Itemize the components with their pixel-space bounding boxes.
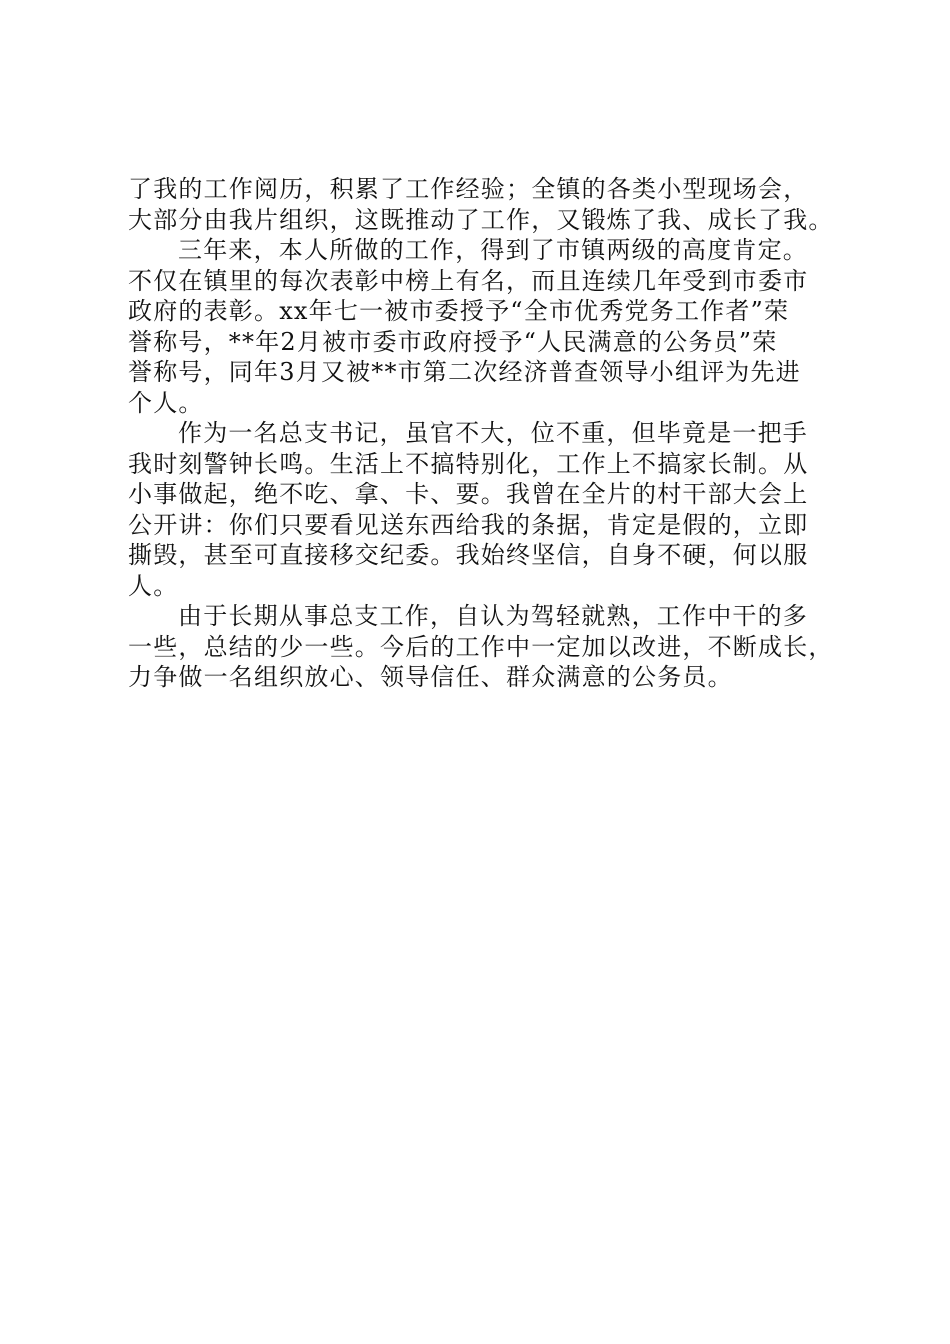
- paragraph-line: 三年来，本人所做的工作，得到了市镇两级的高度肯定。: [178, 236, 808, 264]
- paragraph-line: 誉称号，同年3月又被**市第二次经济普查领导小组评为先进: [128, 358, 801, 386]
- paragraph-line: 个人。: [128, 388, 204, 417]
- paragraph-line: 由于长期从事总支工作，自认为驾轻就熟，工作中干的多: [178, 602, 808, 630]
- paragraph-line: 誉称号，**年2月被市委市政府授予“人民满意的公务员”荣: [128, 327, 778, 356]
- paragraph-line: 政府的表彰。xx年七一被市委授予“全市优秀党务工作者”荣: [128, 297, 790, 325]
- paragraph-line: 一些，总结的少一些。今后的工作中一定加以改进，不断成长，: [128, 632, 834, 661]
- paragraph-line: 不仅在镇里的每次表彰中榜上有名，而且连续几年受到市委市: [128, 266, 809, 295]
- paragraph-line: 公开讲：你们只要看见送东西给我的条据，肯定是假的，立即: [128, 510, 809, 539]
- paragraph-line: 作为一名总支书记，虽官不大，位不重，但毕竟是一把手: [178, 419, 808, 447]
- paragraph-line: 小事做起，绝不吃、拿、卡、要。我曾在全片的村干部大会上: [128, 480, 809, 508]
- document-body: [128, 174, 834, 693]
- paragraph-line: 撕毁，甚至可直接移交纪委。我始终坚信，自身不硬，何以服: [128, 541, 809, 569]
- paragraph-line: 大部分由我片组织，这既推动了工作，又锻炼了我、成长了我。: [128, 205, 834, 234]
- paragraph-line: 了我的工作阅历，积累了工作经验；全镇的各类小型现场会，: [128, 175, 809, 203]
- paragraph-line: 我时刻警钟长鸣。生活上不搞特别化，工作上不搞家长制。从: [128, 449, 809, 478]
- paragraph-line: 人。: [128, 571, 179, 600]
- paragraph-line: 力争做一名组织放心、领导信任、群众满意的公务员。: [128, 663, 733, 691]
